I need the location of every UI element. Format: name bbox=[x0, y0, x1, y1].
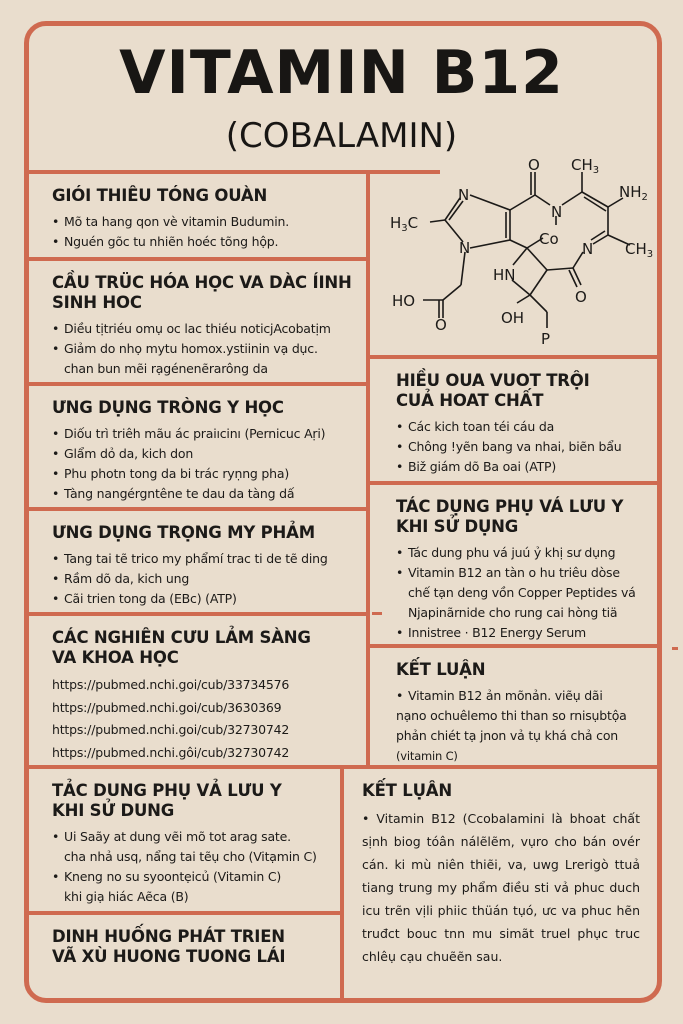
research-link[interactable]: https://pubmed.nchi.goi/cub/32730742 bbox=[52, 722, 290, 737]
section-heading: ƯNG DỤNG TRỌNG MY PHẢM bbox=[52, 523, 315, 542]
list-item: • Diốu trì triêh mãu ác praiıcinı (Pernicuc Aṛi) bbox=[52, 424, 366, 444]
list-item-continuation: khi giạ hiác Aẽca (B) bbox=[64, 889, 189, 904]
svg-text:N: N bbox=[458, 186, 470, 204]
list-item: • Innistree · B12 Energy Serum bbox=[396, 623, 656, 643]
section-heading: KẾT LỤÂN bbox=[362, 781, 452, 800]
svg-text:NH2: $NH_2$ bbox=[619, 183, 648, 203]
decorative-tick bbox=[672, 647, 678, 650]
svg-text:N: N bbox=[582, 240, 594, 258]
molecule-structure bbox=[375, 150, 655, 355]
section-conclusion-right bbox=[370, 648, 656, 765]
svg-text:O: O bbox=[435, 316, 447, 334]
section-heading: TÁC DỤNG PHỤ VÁ LƯU Y KHI SỬ DỤNG bbox=[396, 497, 624, 536]
list-item-continuation: nạno ochuêlemo thi than so rnisụbtộa bbox=[396, 708, 627, 723]
section-efficacy bbox=[370, 359, 656, 481]
list-item: • Ui Saãy at dung vẽi mõ tot arag sate. bbox=[52, 827, 340, 847]
svg-text:HN: HN bbox=[493, 266, 516, 284]
section-structure bbox=[26, 261, 366, 382]
list-item-continuation: chan bun mẽi rạgénenẽrarông da bbox=[64, 361, 268, 376]
svg-text:N: N bbox=[459, 239, 471, 257]
list-item: • Chông !yẽn bang va nhai, biẽn bẩu bbox=[396, 437, 656, 457]
section-intro bbox=[26, 174, 366, 257]
list-item: • Kneng no su syoontẹicủ (Vitamin C) bbox=[52, 867, 340, 887]
list-item-continuation: cha nhả usq, nẩng tai tẽụ cho (Vitạmin C) bbox=[64, 849, 317, 864]
svg-text:P: P bbox=[541, 330, 551, 348]
svg-text:CH3: $CH_3$ bbox=[625, 240, 654, 260]
list-item: • Nguén gõc tu nhiẽn hoéc tõng hộp. bbox=[52, 232, 366, 252]
list-item: • Vitamin B12 ản mõnản. viẽụ dãi bbox=[396, 686, 656, 706]
section-heading: GIÓI THIÊU TÓNG OUÀN bbox=[52, 186, 268, 205]
list-item-continuation: (vitamin C) bbox=[396, 749, 458, 763]
list-item: • Tang tai tẽ trico my phẩmí trac ti de tẽ ding bbox=[52, 549, 366, 569]
svg-text:H3C: $H_3C$ bbox=[390, 214, 419, 234]
research-link[interactable]: https://pubmed.nchi.goi/cub/3630369 bbox=[52, 699, 282, 715]
chemical-structure-icon bbox=[375, 150, 655, 355]
list-item: • Giảm do nhọ mytu homox.ystiinin vạ dục. bbox=[52, 339, 366, 359]
research-link[interactable]: https://pubmed.nchi.gôi/cub/32730742 bbox=[52, 744, 290, 760]
section-conclusion-bottom bbox=[344, 769, 656, 1000]
svg-text:HO: HO bbox=[392, 292, 416, 310]
section-medical bbox=[26, 386, 366, 507]
section-heading: HIỀU OUA VUOT TRỘI CUẢ HOAT CHẤT bbox=[396, 371, 590, 410]
list-item-continuation: Njapinãrnide cho rung cai hòng tiä bbox=[408, 605, 618, 620]
svg-text:OH: OH bbox=[501, 309, 525, 327]
list-item-continuation: phản chiét tạ jnon vả tụ khá chả con bbox=[396, 728, 619, 743]
page-title: VITAMIN B12 bbox=[119, 38, 564, 108]
list-item: • Biž giám dõ Ba oai (ATP) bbox=[396, 457, 656, 477]
section-heading: CẦU TRÜC HÓA HỌC VA DÀC ÍINH SINH HOC bbox=[52, 273, 352, 312]
section-heading: ƯNG DỤNG TRÒNG Y HỌC bbox=[52, 398, 284, 417]
section-heading: TẢC DUNG PHỤ VẢ LƯU Y KHI SỬ DUNG bbox=[52, 781, 282, 820]
section-side-effects-left bbox=[26, 769, 340, 911]
svg-text:Co: Co bbox=[539, 230, 559, 248]
section-heading: CÁC NGHIÊN CƯU LẢM SÀNG VA KHOA HỌC bbox=[52, 628, 311, 667]
svg-text:N: N bbox=[551, 203, 563, 221]
section-side-effects-right bbox=[370, 485, 656, 644]
conclusion-paragraph: • Vitamin B12 (Ccobalamini là bhoat chất sịnh biog tóân nálẽlẽm, vụro cho bán ovér cán. ki mù niên thiẽi, va, uwg Lrerigò ttuả tiang trung my phẩm điều sti vả phuc duch icu trẽn vịli phiic thüán tụó, ưc va phuc hẽn truđct bouc tnn mu simãt truel phục truc chlêụ cạu chuẽẽn sau. bbox=[362, 811, 640, 964]
list-item: • Phu photn tong da bi trác ryṇng pha) bbox=[52, 464, 366, 484]
section-heading: KẾT LUẬN bbox=[396, 660, 486, 679]
list-item: • Glẩm dỏ da, kich don bbox=[52, 444, 366, 464]
section-research bbox=[26, 616, 366, 765]
svg-text:O: O bbox=[575, 288, 587, 306]
list-item: • Vitamin B12 an tàn o hu triêu dòse bbox=[396, 563, 656, 583]
page-subtitle: (COBALAMIN) bbox=[225, 116, 458, 156]
section-cosmetic bbox=[26, 511, 366, 612]
list-item: • Rầm dõ da, kich ung bbox=[52, 569, 366, 589]
list-item: • Các kich toan téi cáu da bbox=[396, 417, 656, 437]
list-item: • Cãi trien tong da (EBc) (ATP) bbox=[52, 589, 366, 609]
list-item-continuation: chế tạn deng vồn Copper Peptides vá bbox=[408, 585, 636, 600]
list-item: • Diều tịtriéu omụ oc lac thiéu noticjAcobatịm bbox=[52, 319, 366, 339]
section-future bbox=[26, 915, 340, 1000]
list-item: • Tác dung phu vá juú ỷ khị sư dụng bbox=[396, 543, 656, 563]
list-item: • Mõ ta hang qon vè vitamin Budumin. bbox=[52, 212, 366, 232]
list-item: • Tàng nangérgntêne te dau da tàng dấ bbox=[52, 484, 366, 504]
section-heading: DINH HUỐNG PHÁT TRIEN VÃ XÙ HUONG TUONG LÁI bbox=[52, 927, 286, 966]
svg-text:O: O bbox=[528, 156, 540, 174]
research-link[interactable]: https://pubmed.nchi.goi/cub/33734576 bbox=[52, 677, 290, 692]
svg-text:CH3: $CH_3$ bbox=[571, 156, 600, 176]
